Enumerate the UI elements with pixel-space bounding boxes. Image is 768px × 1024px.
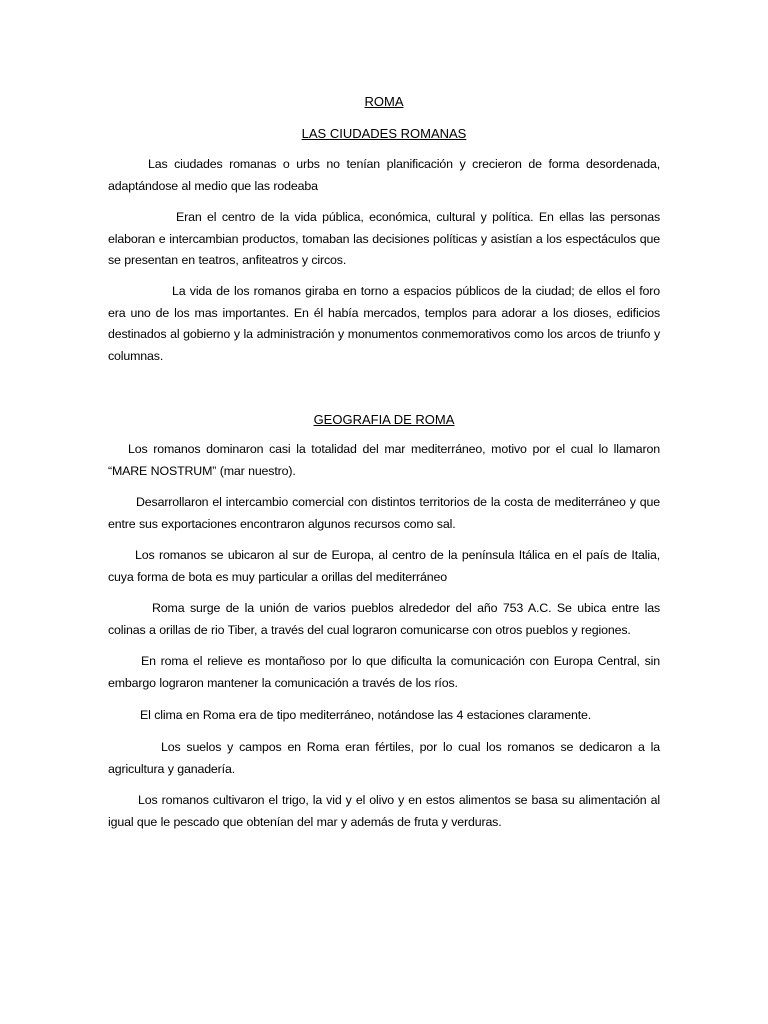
paragraph-geografia-6: El clima en Roma era de tipo mediterráneo, notándose las 4 estaciones claramente. [140,708,592,722]
section-heading-geografia: GEOGRAFIA DE ROMA [313,412,455,427]
paragraph-ciudades-3: La vida de los romanos giraba en torno a espacios públicos de la ciudad; de ellos el foro era uno de los mas importantes. En él había mercados, templos para adorar a los dioses, edificios destinados al gobierno y la administración y monumentos conmemorativos como los arcos de triunfo y columnas. [108,284,660,363]
paragraph-geografia-2: Desarrollaron el intercambio comercial con distintos territorios de la costa de mediterráneo y que entre sus exportaciones encontraron algunos recursos como sal. [108,495,660,531]
document-title: ROMA [364,94,404,109]
paragraph-geografia-3: Los romanos se ubicaron al sur de Europa, al centro de la península Itálica en el país de Italia, cuya forma de bota es muy particular a orillas del mediterráneo [108,548,660,584]
paragraph-ciudades-2: Eran el centro de la vida pública, económica, cultural y política. En ellas las personas elaboran e intercambian productos, tomaban las decisiones políticas y asistían a los espectáculos que se presentan en teatros, anfiteatros y circos. [108,210,660,267]
paragraph-geografia-1: Los romanos dominaron casi la totalidad del mar mediterráneo, motivo por el cual lo llamaron “MARE NOSTRUM” (mar nuestro). [108,442,660,478]
paragraph-ciudades-1: Las ciudades romanas o urbs no tenían planificación y crecieron de forma desordenada, adaptándose al medio que las rodeaba [108,157,660,193]
section-heading-ciudades: LAS CIUDADES ROMANAS [301,126,467,141]
paragraph-geografia-5: En roma el relieve es montañoso por lo que dificulta la comunicación con Europa Central, sin embargo lograron mantener la comunicación a través de los ríos. [108,654,660,690]
paragraph-geografia-4: Roma surge de la unión de varios pueblos alrededor del año 753 A.C. Se ubica entre las colinas a orillas de rio Tiber, a través del cual lograron comunicarse con otros pueblos y regiones. [108,601,660,637]
paragraph-geografia-8: Los romanos cultivaron el trigo, la vid y el olivo y en estos alimentos se basa su alimentación al igual que le pescado que obtenían del mar y además de fruta y verduras. [108,793,660,829]
paragraph-geografia-7: Los suelos y campos en Roma eran fértiles, por lo cual los romanos se dedicaron a la agricultura y ganadería. [108,740,660,776]
